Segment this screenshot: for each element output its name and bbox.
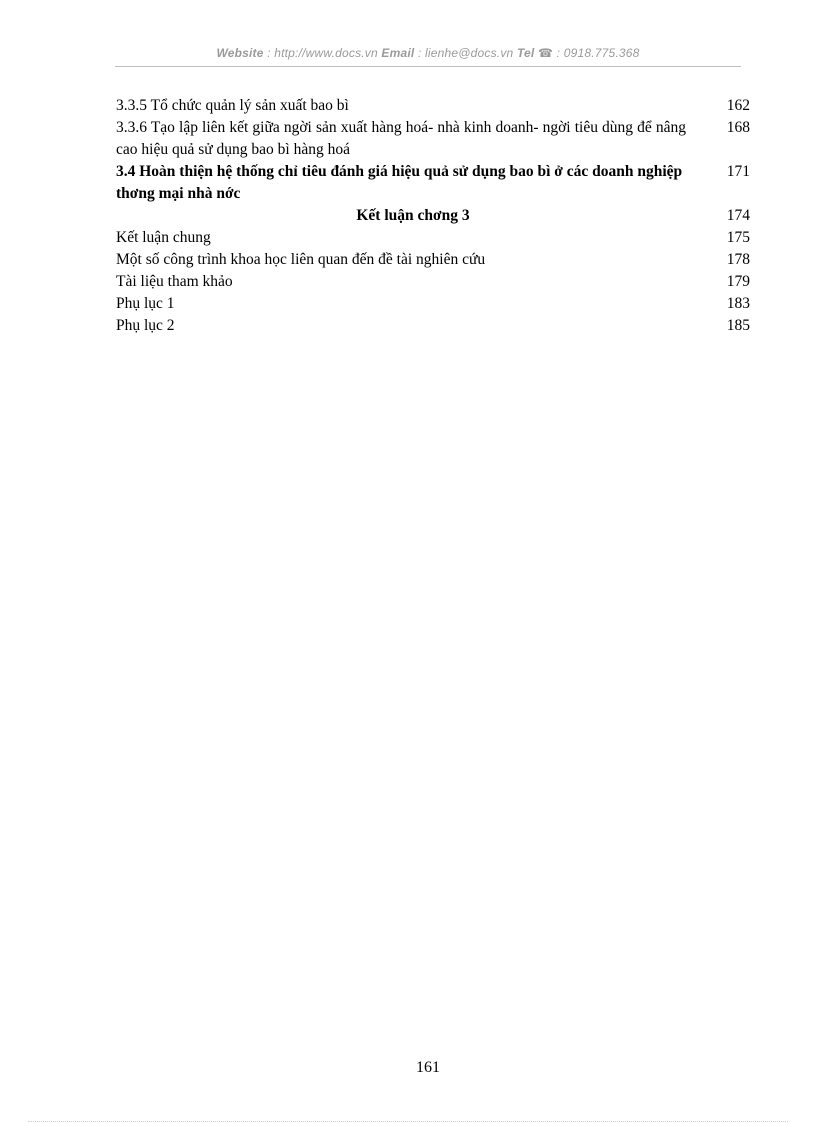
toc-entry-title: 3.3.6 Tạo lập liên kết giữa ngời sản xuất hàng hoá- nhà kinh doanh- ngời tiêu dùng để nâng cao hiệu quả sử dụng bao bì hàng hoá	[116, 119, 686, 158]
toc-entry-title: Một số công trình khoa học liên quan đến đề tài nghiên cứu	[116, 251, 486, 268]
toc-entry-title: Kết luận chung	[116, 229, 211, 246]
tel-value: ☎ : 0918.775.368	[534, 46, 640, 60]
toc-entry-title: 3.4 Hoàn thiện hệ thống chỉ tiêu đánh giá hiệu quả sử dụng bao bì ở các doanh nghiệp thơng mại nhà nớc	[116, 163, 683, 202]
toc-entry-page: 174	[726, 207, 750, 224]
toc-entry-page: 162	[726, 97, 750, 114]
email-value[interactable]: : lienhe@docs.vn	[414, 46, 517, 60]
toc-entry-page: 179	[726, 273, 750, 290]
toc-entry-title: Phụ lục 1	[116, 295, 175, 312]
toc-entry-page: 178	[726, 251, 750, 268]
toc-entry-title: 3.3.5 Tổ chức quản lý sản xuất bao bì	[116, 97, 349, 114]
toc-entry-general-conclusion	[116, 227, 750, 249]
toc-entry-3-4	[116, 161, 750, 205]
toc-entry-appendix-1	[116, 293, 750, 315]
toc-entry-page: 171	[726, 163, 750, 180]
toc-entry-page: 183	[726, 295, 750, 312]
website-label: Website	[216, 46, 264, 60]
page-number: 161	[416, 1059, 440, 1076]
page-bottom-border	[28, 1121, 788, 1122]
website-value[interactable]: : http://www.docs.vn	[263, 46, 382, 60]
toc-entry-3-3-6	[116, 117, 750, 161]
table-of-contents	[116, 95, 750, 337]
toc-entry-title: Phụ lục 2	[116, 317, 175, 334]
toc-entry-title: Kết luận chơng 3	[356, 207, 470, 224]
toc-entry-page: 168	[726, 119, 750, 136]
page-header	[115, 46, 741, 60]
toc-entry-page: 185	[726, 317, 750, 334]
tel-label: Tel	[516, 46, 535, 60]
toc-entry-3-3-5	[116, 95, 750, 117]
toc-entry-title: Tài liệu tham khảo	[116, 273, 233, 290]
toc-entry-appendix-2	[116, 315, 750, 337]
toc-entry-references	[116, 271, 750, 293]
toc-entry-publications	[116, 249, 750, 271]
header-divider	[115, 66, 741, 67]
email-label: Email	[381, 46, 415, 60]
toc-entry-chapter-conclusion	[116, 205, 750, 227]
toc-entry-page: 175	[726, 229, 750, 246]
